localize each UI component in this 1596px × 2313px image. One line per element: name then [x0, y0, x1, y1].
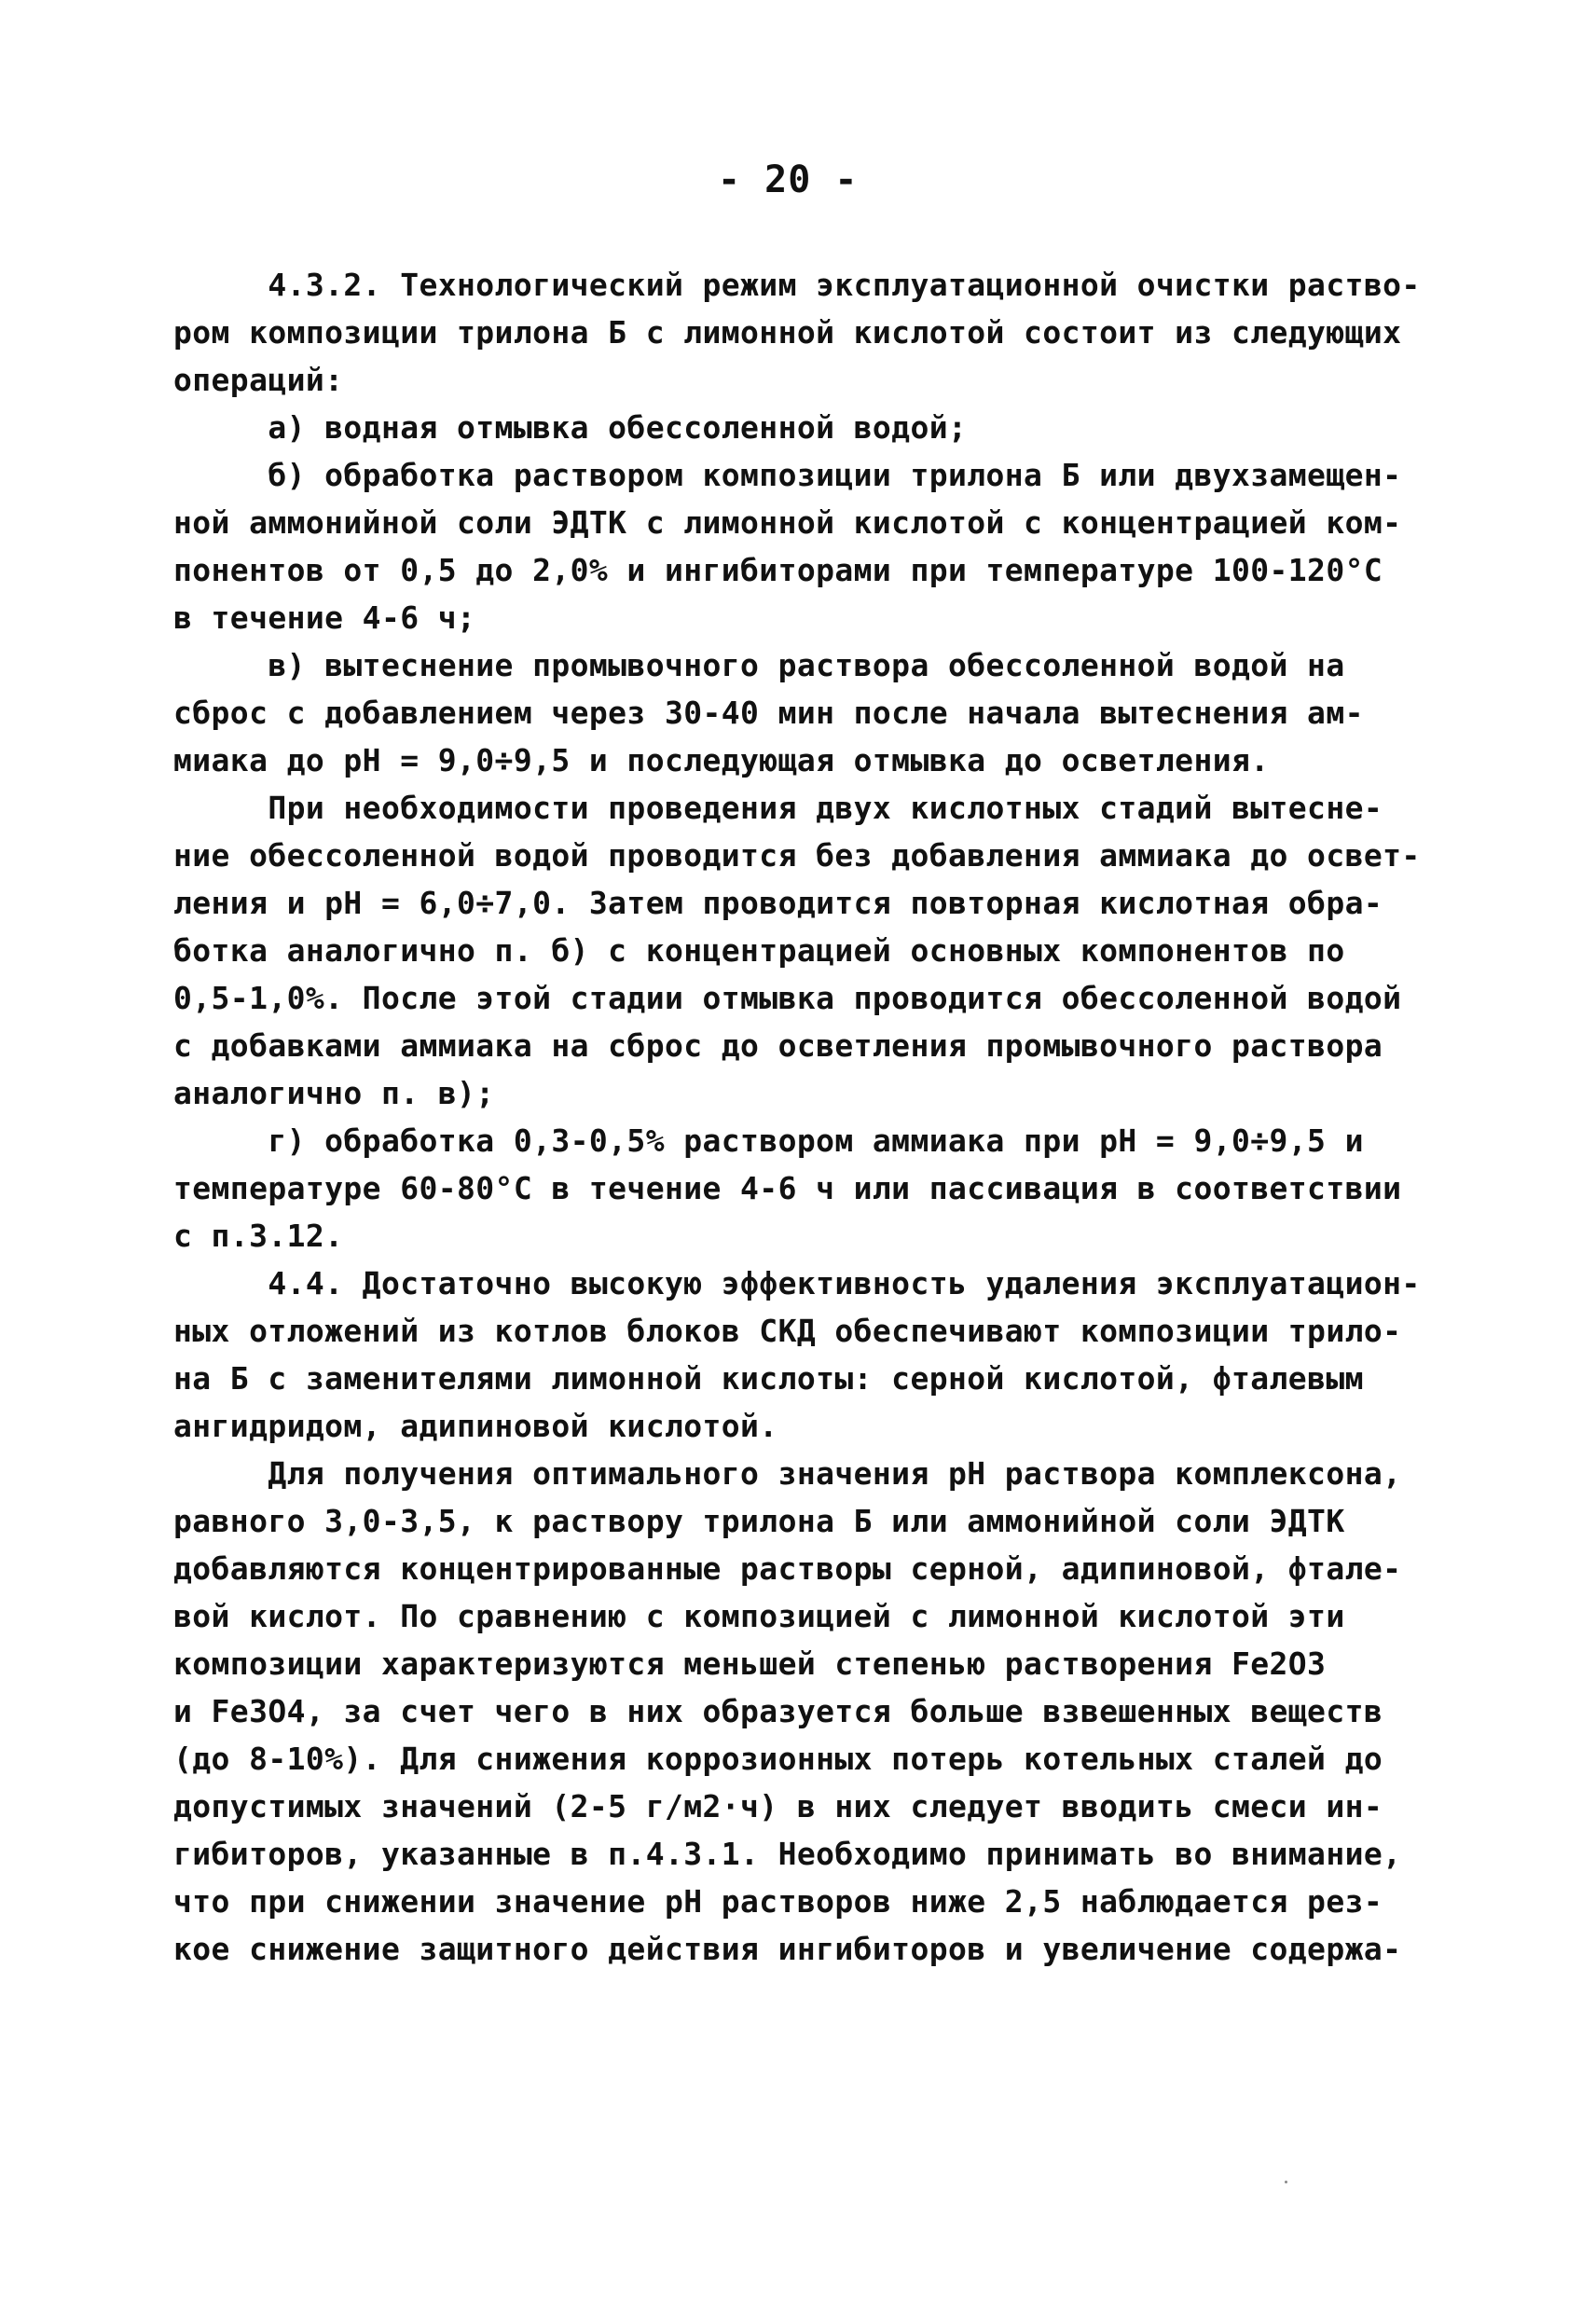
text-line: 4.4. Достаточно высокую эффективность удаления эксплуатацион- — [173, 1265, 1421, 1301]
text-line: гибиторов, указанные в п.4.3.1. Необходимо принимать во внимание, — [173, 1836, 1402, 1872]
text-line: ления и pH = 6,0÷7,0. Затем проводится повторная кислотная обра- — [173, 885, 1383, 921]
text-line: ной аммонийной соли ЭДТК с лимонной кислотой с концентрацией ком- — [173, 504, 1402, 541]
text-line: 0,5-1,0%. После этой стадии отмывка проводится обессоленной водой — [173, 980, 1402, 1016]
text-line: на Б с заменителями лимонной кислоты: серной кислотой, фталевым — [173, 1360, 1364, 1397]
text-line: Для получения оптимального значения pH раствора комплексона, — [173, 1455, 1402, 1492]
text-line: г) обработка 0,3-0,5% раствором аммиака при pH = 9,0÷9,5 и — [173, 1122, 1364, 1159]
text-line: ние обессоленной водой проводится без добавления аммиака до освет- — [173, 837, 1421, 874]
text-line: температуре 60-80°С в течение 4-6 ч или пассивация в соответствии — [173, 1170, 1402, 1206]
text-line: сброс с добавлением через 30-40 мин после начала вытеснения ам- — [173, 695, 1364, 731]
text-line: и Fe3O4, за счет чего в них образуется больше взвешенных веществ — [173, 1693, 1383, 1729]
body-text — [173, 261, 1441, 1973]
text-line: что при снижении значение pH растворов ниже 2,5 наблюдается рез- — [173, 1883, 1383, 1920]
text-line: кое снижение защитного действия ингибиторов и увеличение содержа- — [173, 1931, 1402, 1967]
text-line: композиции характеризуются меньшей степенью растворения Fe2O3 — [173, 1645, 1327, 1682]
text-line: в течение 4-6 ч; — [173, 599, 476, 636]
text-line: с добавками аммиака на сброс до осветления промывочного раствора — [173, 1027, 1383, 1064]
text-line: миака до pH = 9,0÷9,5 и последующая отмывка до осветления. — [173, 742, 1270, 778]
text-line: а) водная отмывка обессоленной водой; — [173, 409, 968, 446]
text-line: 4.3.2. Технологический режим эксплуатационной очистки раство- — [173, 267, 1421, 303]
text-line: понентов от 0,5 до 2,0% и ингибиторами при температуре 100-120°С — [173, 552, 1383, 588]
text-line: ром композиции трилона Б с лимонной кислотой состоит из следующих — [173, 314, 1402, 351]
text-line: аналогично п. в); — [173, 1075, 495, 1111]
text-line: (до 8-10%). Для снижения коррозионных потерь котельных сталей до — [173, 1741, 1383, 1777]
text-line: в) вытеснение промывочного раствора обессоленной водой на — [173, 647, 1345, 683]
text-line: ангидридом, адипиновой кислотой. — [173, 1408, 778, 1444]
text-line: допустимых значений (2-5 г/м2·ч) в них следует вводить смеси ин- — [173, 1788, 1383, 1824]
text-line: ботка аналогично п. б) с концентрацией основных компонентов по — [173, 932, 1345, 969]
text-line: При необходимости проведения двух кислотных стадий вытесне- — [173, 790, 1383, 826]
text-line: добавляются концентрированные растворы серной, адипиновой, фтале- — [173, 1550, 1402, 1587]
page-number: - 20 - — [718, 158, 859, 201]
text-line: ных отложений из котлов блоков СКД обеспечивают композиции трило- — [173, 1313, 1402, 1349]
text-line: операций: — [173, 362, 344, 398]
scan-speck — [1285, 2181, 1287, 2183]
text-line: вой кислот. По сравнению с композицией с лимонной кислотой эти — [173, 1598, 1345, 1634]
text-line: равного 3,0-3,5, к раствору трилона Б или аммонийной соли ЭДТК — [173, 1503, 1345, 1539]
text-line: с п.3.12. — [173, 1218, 344, 1254]
text-line: б) обработка раствором композиции трилона Б или двухзамещен- — [173, 457, 1402, 493]
